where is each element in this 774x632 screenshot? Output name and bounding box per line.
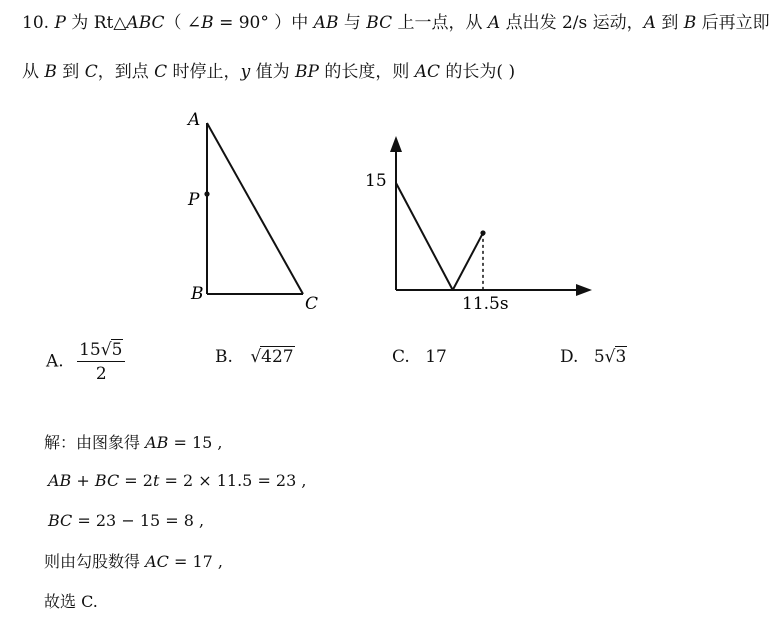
series-layer — [396, 183, 486, 290]
radicand: 5 — [111, 340, 123, 360]
side-ac — [207, 123, 303, 294]
q-text: 的长度，则 — [318, 62, 415, 82]
point-p — [204, 191, 209, 196]
sol-text: = 17 , — [168, 552, 223, 571]
sol-text: 则由勾股数得 — [44, 552, 146, 571]
option-d-coef: 5 — [593, 347, 605, 367]
label-b: B — [191, 284, 204, 304]
sol-text: + — [71, 471, 95, 490]
q-text: 为 Rt△ — [65, 13, 127, 33]
sol-var-ab: AB — [145, 433, 169, 452]
x-axis-arrow — [576, 284, 592, 296]
q-text: （ ∠ — [164, 13, 202, 33]
q-text: = 90° ）中 — [213, 13, 314, 33]
option-c-value: 17 — [425, 347, 447, 367]
end-point — [480, 230, 485, 235]
x-tick-label: 11.5s — [462, 294, 509, 314]
q-text: ，到点 — [97, 62, 155, 82]
q-var-c: C — [154, 62, 168, 82]
q-text: 后再立即 — [696, 13, 770, 33]
option-d-sqrt: √3 — [604, 347, 627, 367]
radicand: 3 — [615, 347, 627, 367]
q-text: 到 — [56, 62, 85, 82]
option-a-denominator: 2 — [95, 364, 107, 384]
label-a: A — [188, 110, 201, 130]
series-segment — [453, 233, 483, 290]
solution-line-4 — [44, 549, 223, 572]
option-a-fraction — [77, 340, 125, 384]
sol-text: = 15 , — [168, 433, 223, 452]
q-var-ac: AC — [414, 62, 441, 82]
q-text: 点出发 2/s 运动， — [500, 13, 644, 33]
sol-var-ac: AC — [145, 552, 169, 571]
q-var-c: C — [84, 62, 98, 82]
y-tick-label: 15 — [365, 171, 387, 191]
q-var-a: A — [643, 13, 656, 33]
option-a-numerator — [77, 340, 125, 362]
graph-axes — [396, 148, 578, 290]
q-text: 从 — [22, 62, 45, 82]
q-var-ab: AB — [313, 13, 339, 33]
sol-text: 解：由图象得 — [44, 433, 146, 452]
sol-var-ab: AB — [48, 471, 72, 490]
sol-var-bc: BC — [94, 471, 120, 490]
option-b[interactable] — [215, 347, 295, 367]
sqrt-symbol: √5 — [100, 340, 123, 360]
q-var-bc: BC — [366, 13, 393, 33]
sol-var-t: t — [152, 471, 160, 490]
q-text: 时停止， — [167, 62, 241, 82]
y-axis-arrow — [390, 136, 402, 152]
solution-line-3 — [48, 511, 204, 530]
q-var-b: B — [683, 13, 697, 33]
radicand: 427 — [261, 347, 294, 367]
label-p: P — [188, 190, 200, 210]
q-var-p: P — [54, 13, 66, 33]
q-var-bp: BP — [294, 62, 319, 82]
q-var-b: B — [201, 13, 214, 33]
sol-var-bc: BC — [48, 511, 73, 530]
sol-text: = 2 × 11.5 = 23 , — [159, 471, 307, 490]
q-var-a: A — [487, 13, 501, 33]
series-segment — [396, 183, 453, 290]
option-b-label: B. — [215, 347, 233, 367]
numerator-coef: 15 — [79, 340, 101, 360]
q-var-abc: ABC — [126, 13, 165, 33]
q-text: 到 — [655, 13, 684, 33]
option-c[interactable] — [392, 347, 447, 367]
solution-line-1 — [44, 430, 223, 453]
triangle-figure — [207, 123, 303, 294]
q-text: 上一点，从 — [392, 13, 488, 33]
solution-line-5 — [44, 589, 98, 612]
sol-text: = 2 — [119, 471, 153, 490]
q-text: 值为 — [250, 62, 295, 82]
question-number: 10. — [22, 13, 50, 33]
option-b-sqrt: √427 — [250, 347, 294, 367]
sol-text: = 23 − 15 = 8 , — [72, 511, 205, 530]
solution-line-2 — [48, 471, 306, 490]
option-c-label: C. — [392, 347, 410, 367]
option-d-label: D. — [560, 347, 579, 367]
q-text: 与 — [338, 13, 367, 33]
q-var-y: y — [240, 62, 251, 82]
label-c: C — [305, 294, 319, 314]
q-var-b: B — [44, 62, 57, 82]
option-d[interactable] — [560, 347, 627, 367]
sol-text: 故选 C. — [44, 592, 98, 611]
option-a-label: A. — [46, 351, 64, 372]
option-a[interactable] — [46, 340, 125, 384]
q-text: 的长为( ) — [440, 62, 516, 82]
